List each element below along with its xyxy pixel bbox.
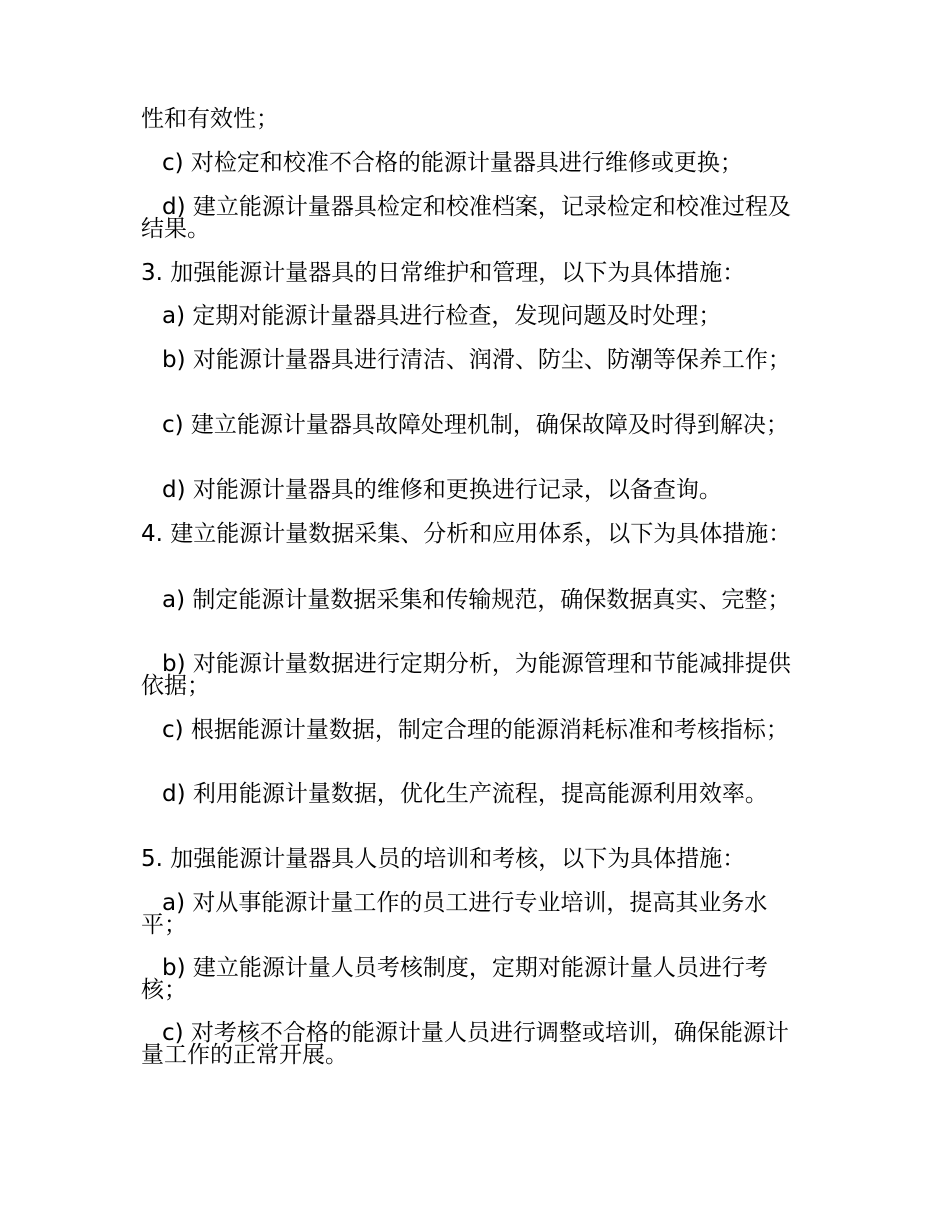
list-item-c: c) 对检定和校准不合格的能源计量器具进行维修或更换； [162,150,743,176]
list-item-b: b) 对能源计量器具进行清洁、润滑、防尘、防潮等保养工作； [162,347,791,373]
list-item-a: a) 定期对能源计量器具进行检查，发现问题及时处理； [162,303,722,329]
section-heading-5: 5. 加强能源计量器具人员的培训和考核，以下为具体措施： [141,846,746,872]
list-item-a: a) 制定能源计量数据采集和传输规范，确保数据真实、完整； [162,587,791,613]
section-heading-4: 4. 建立能源计量数据采集、分析和应用体系，以下为具体措施： [141,521,792,547]
list-item-c: c) 根据能源计量数据，制定合理的能源消耗标准和考核指标； [162,717,789,743]
list-item-d: d) 建立能源计量器具检定和校准档案，记录检定和校准过程及结果。 [141,194,791,242]
list-item-b: b) 对能源计量数据进行定期分析，为能源管理和节能减排提供依据； [141,651,791,699]
list-item-c: c) 建立能源计量器具故障处理机制，确保故障及时得到解决； [162,412,789,438]
list-item-a: a) 对从事能源计量工作的员工进行专业培训，提高其业务水平； [141,890,768,938]
list-item-d: d) 对能源计量器具的维修和更换进行记录，以备查询。 [162,477,722,503]
list-item-c: c) 对考核不合格的能源计量人员进行调整或培训，确保能源计量工作的正常开展。 [141,1020,789,1068]
list-item-b: b) 建立能源计量人员考核制度，定期对能源计量人员进行考核； [141,955,768,1003]
paragraph-continuation: 性和有效性； [141,106,279,132]
list-item-d: d) 利用能源计量数据，优化生产流程，提高能源利用效率。 [162,781,768,807]
section-heading-3: 3. 加强能源计量器具的日常维护和管理，以下为具体措施： [141,260,746,286]
